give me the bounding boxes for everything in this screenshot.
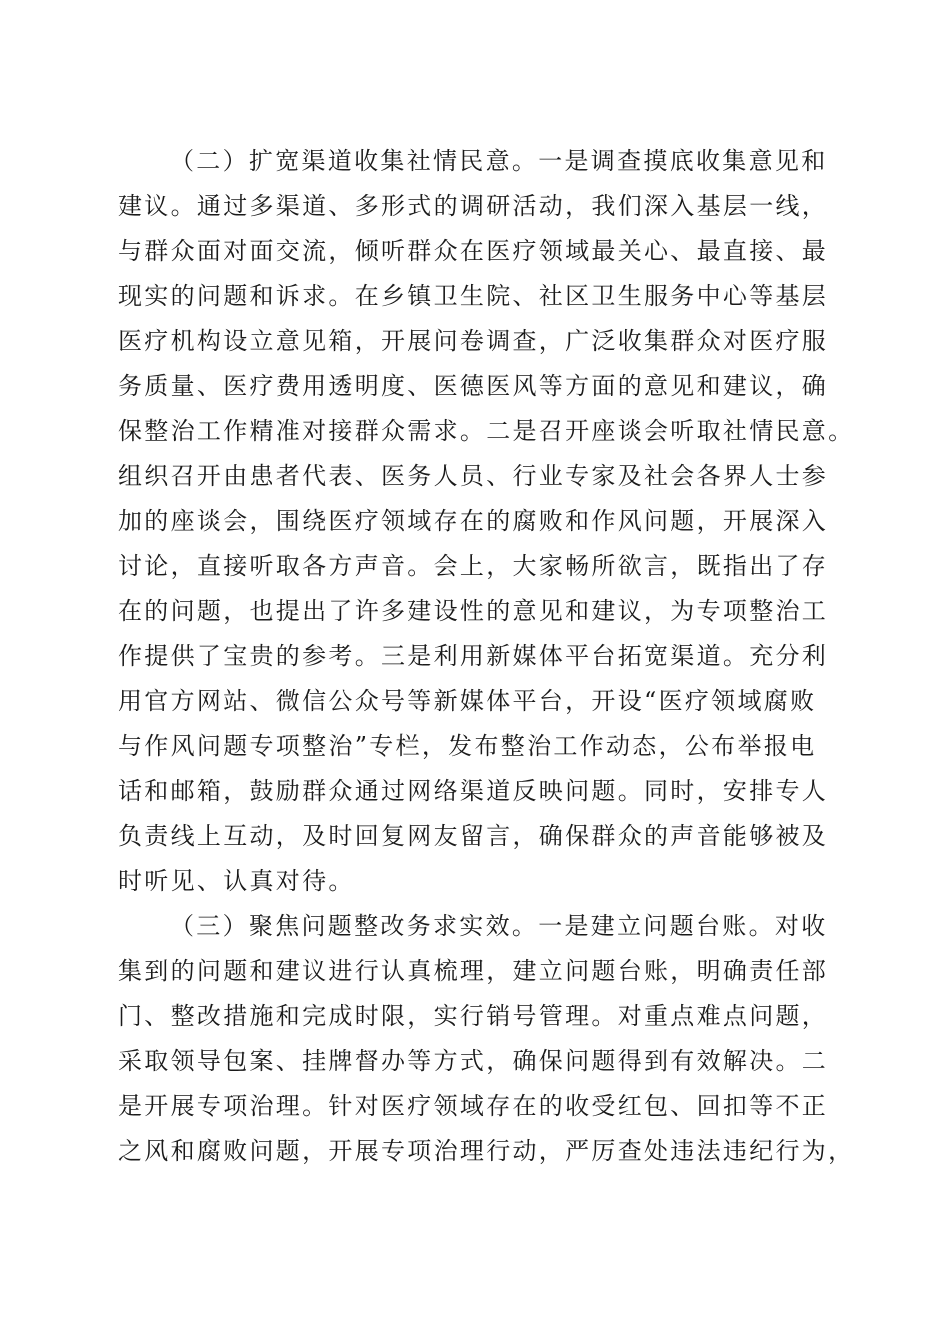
- paragraph-line: 是开展专项治理。针对医疗领域存在的收受红包、回扣等不正: [118, 1092, 829, 1120]
- paragraph-line: 讨论，直接听取各方声音。会上，大家畅所欲言，既指出了存: [118, 552, 829, 580]
- paragraph-line: 组织召开由患者代表、医务人员、行业专家及社会各界人士参: [118, 462, 829, 490]
- paragraph-line: 集到的问题和建议进行认真梳理，建立问题台账，明确责任部: [118, 957, 829, 985]
- paragraph-line: 现实的问题和诉求。在乡镇卫生院、社区卫生服务中心等基层: [118, 282, 829, 310]
- paragraph-line: 保整治工作精准对接群众需求。二是召开座谈会听取社情民意。: [118, 417, 855, 445]
- paragraph-line: （三）聚焦问题整改务求实效。一是建立问题台账。对收: [170, 912, 828, 940]
- paragraph-line: 务质量、医疗费用透明度、医德医风等方面的意见和建议，确: [118, 372, 829, 400]
- paragraph-line: 建议。通过多渠道、多形式的调研活动，我们深入基层一线，: [118, 192, 829, 220]
- paragraph-line: 与作风问题专项整治”专栏，发布整治工作动态，公布举报电: [118, 732, 817, 760]
- paragraph-line: 之风和腐败问题，开展专项治理行动，严厉查处违法违纪行为，: [118, 1137, 855, 1165]
- paragraph-line: （二）扩宽渠道收集社情民意。一是调查摸底收集意见和: [170, 147, 828, 175]
- paragraph-line: 时听见、认真对待。: [118, 867, 355, 895]
- paragraph-line: 在的问题，也提出了许多建设性的意见和建议，为专项整治工: [118, 597, 829, 625]
- body-text: [118, 139, 855, 1174]
- paragraph-line: 话和邮箱，鼓励群众通过网络渠道反映问题。同时，安排专人: [118, 777, 829, 805]
- paragraph-line: 与群众面对面交流，倾听群众在医疗领域最关心、最直接、最: [118, 237, 829, 265]
- paragraph-line: 加的座谈会，围绕医疗领域存在的腐败和作风问题，开展深入: [118, 507, 829, 535]
- paragraph-line: 门、整改措施和完成时限，实行销号管理。对重点难点问题，: [118, 1002, 829, 1030]
- paragraph-line: 医疗机构设立意见箱，开展问卷调查，广泛收集群众对医疗服: [118, 327, 829, 355]
- paragraph-line: 作提供了宝贵的参考。三是利用新媒体平台拓宽渠道。充分利: [118, 642, 829, 670]
- paragraph-line: 用官方网站、微信公众号等新媒体平台，开设“医疗领域腐败: [118, 687, 817, 715]
- paragraph-line: 采取领导包案、挂牌督办等方式，确保问题得到有效解决。二: [118, 1047, 829, 1075]
- paragraph-line: 负责线上互动，及时回复网友留言，确保群众的声音能够被及: [118, 822, 829, 850]
